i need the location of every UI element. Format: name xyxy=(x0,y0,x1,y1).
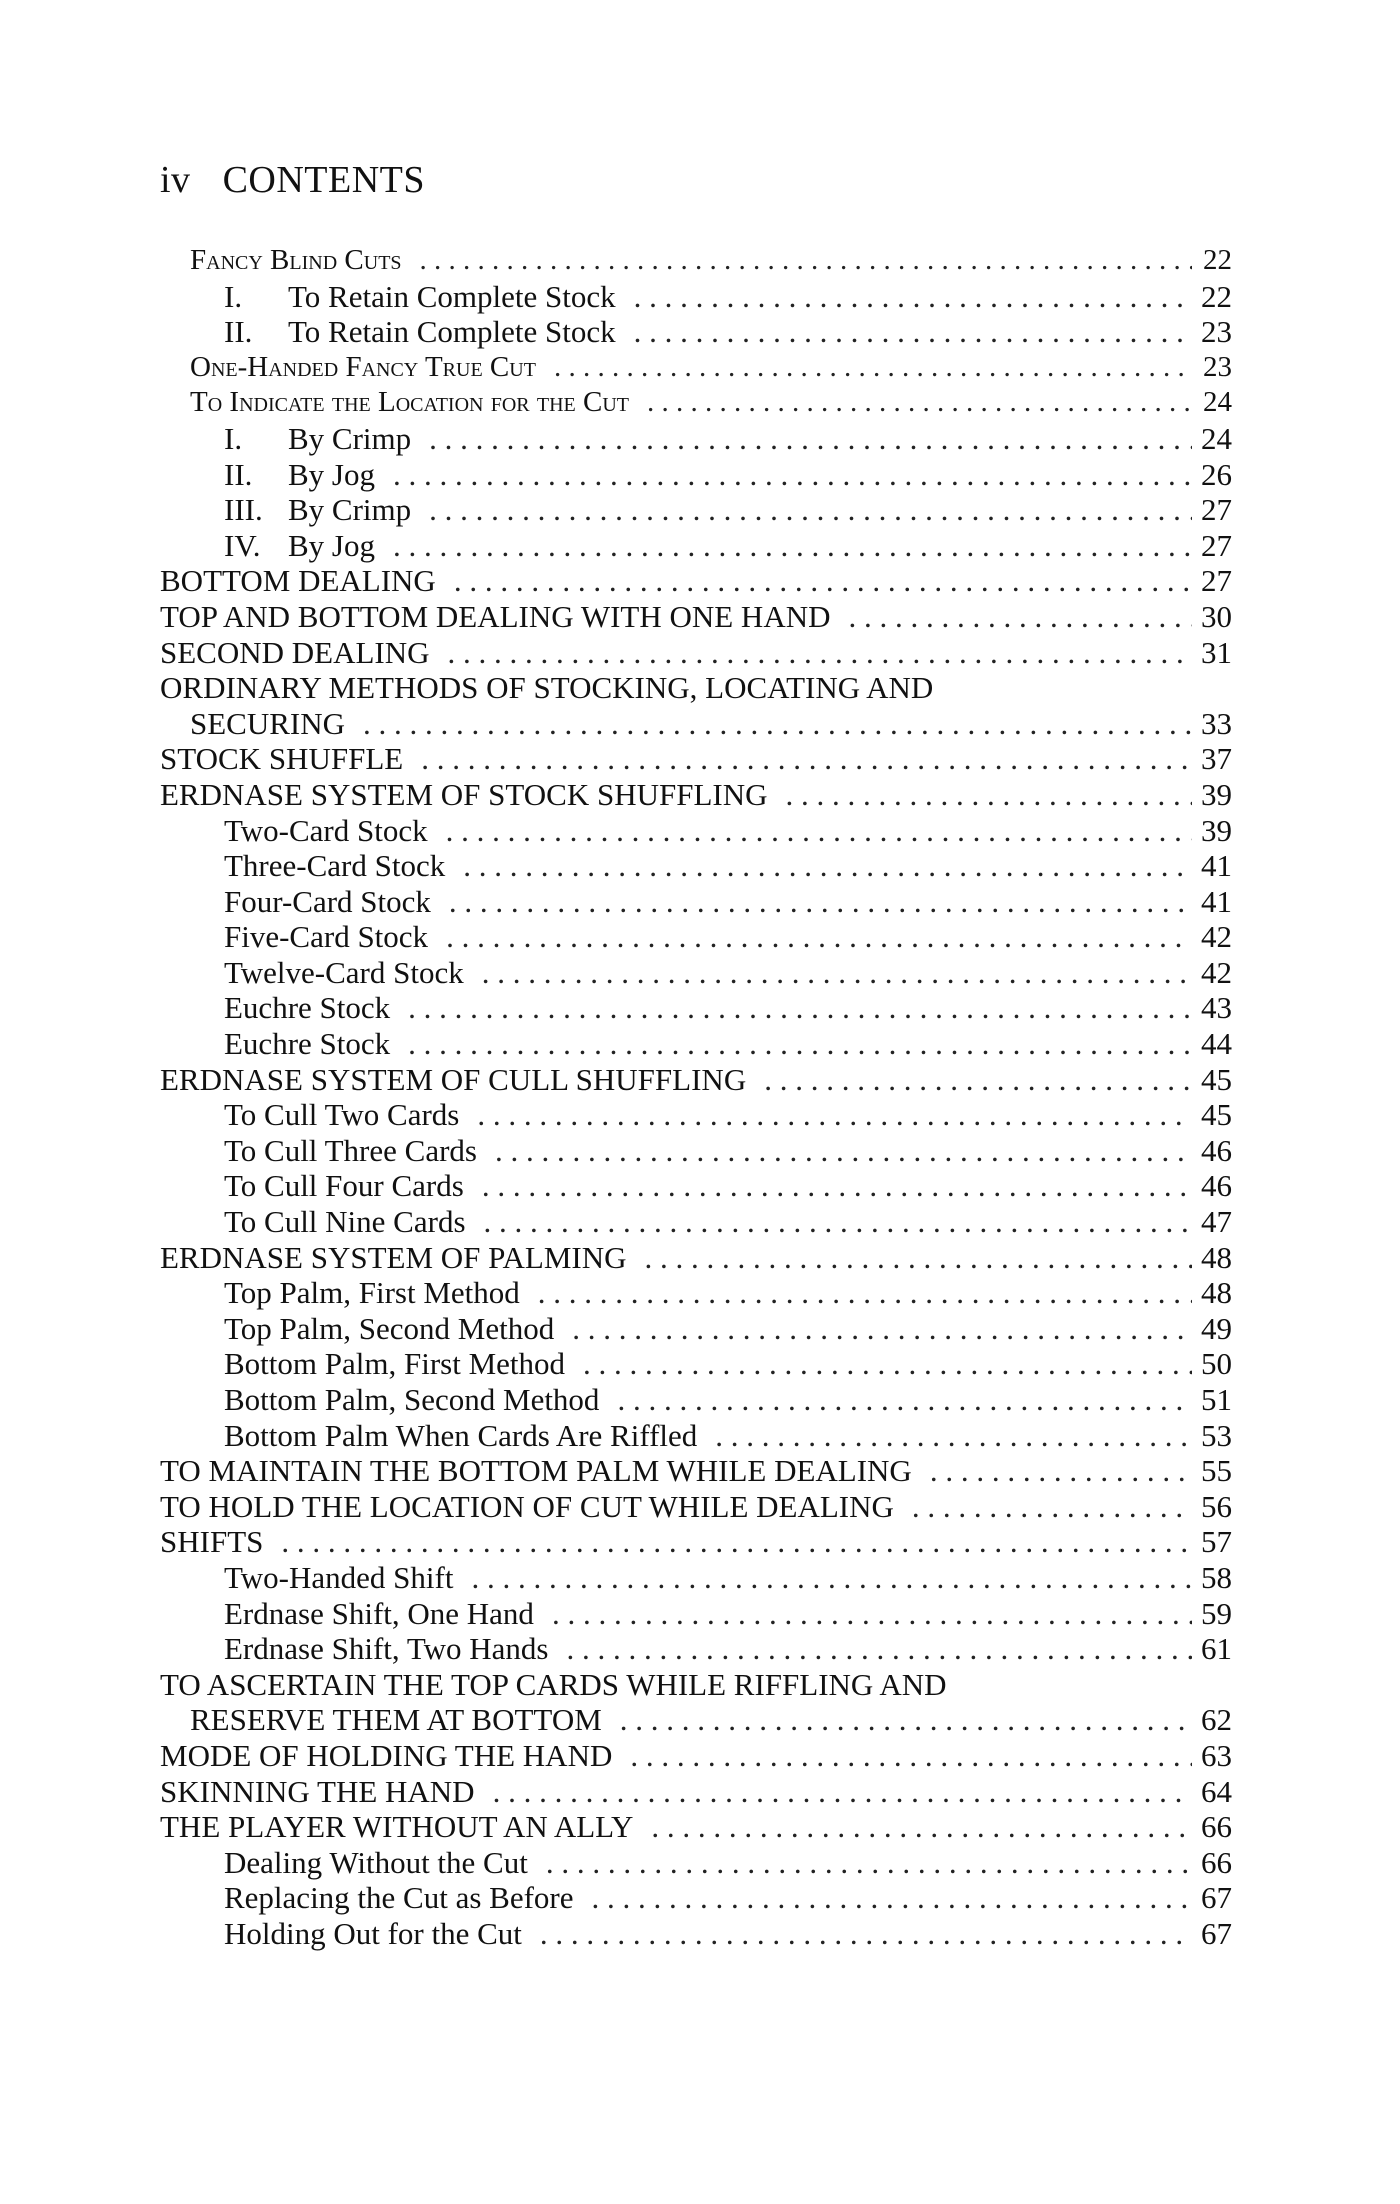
toc-entry xyxy=(160,848,1232,884)
toc-entry xyxy=(160,1133,1232,1169)
toc-entry xyxy=(160,1311,1232,1347)
entry-page-number: 67 xyxy=(1201,1880,1232,1916)
entry-title: Fancy Blind Cuts xyxy=(190,244,402,276)
entry-page-number: 30 xyxy=(1201,598,1232,634)
dot-leader xyxy=(408,1026,1192,1062)
entry-title: STOCK SHUFFLE xyxy=(160,741,404,777)
dot-leader xyxy=(617,1382,1192,1418)
toc-entry xyxy=(160,1453,1232,1489)
entry-page-number: 49 xyxy=(1201,1310,1232,1346)
dot-leader xyxy=(454,563,1192,599)
toc-entry xyxy=(160,1916,1232,1952)
entry-title: Bottom Palm When Cards Are Riffled xyxy=(224,1417,698,1453)
toc-entry xyxy=(160,1524,1232,1560)
dot-leader xyxy=(912,1489,1192,1525)
entry-title: Top Palm, First Method xyxy=(224,1275,520,1311)
entry-page-number: 27 xyxy=(1201,527,1232,563)
toc-entry xyxy=(160,1667,1232,1703)
toc-entry xyxy=(160,1097,1232,1133)
entry-title: SECURING xyxy=(190,705,346,741)
entry-page-number: 57 xyxy=(1201,1524,1232,1560)
dot-leader xyxy=(363,706,1192,742)
entry-page-number: 43 xyxy=(1201,990,1232,1026)
entry-title: SHIFTS xyxy=(160,1524,264,1560)
entry-title: By Jog xyxy=(288,527,375,563)
dot-leader xyxy=(647,385,1192,421)
entry-title: RESERVE THEM AT BOTTOM xyxy=(190,1702,602,1738)
entry-title: SECOND DEALING xyxy=(160,634,430,670)
dot-leader xyxy=(630,1738,1192,1774)
entry-page-number: 33 xyxy=(1201,705,1232,741)
dot-leader xyxy=(554,350,1192,386)
dot-leader xyxy=(634,279,1192,315)
entry-page-number: 27 xyxy=(1201,563,1232,599)
toc-entry xyxy=(160,314,1232,350)
entry-page-number: 45 xyxy=(1201,1061,1232,1097)
entry-title: To Cull Two Cards xyxy=(224,1097,460,1133)
toc-entry xyxy=(160,919,1232,955)
toc-entry xyxy=(160,1738,1232,1774)
entry-page-number: 46 xyxy=(1201,1132,1232,1168)
entry-page-number: 47 xyxy=(1201,1204,1232,1240)
toc-entry xyxy=(160,599,1232,635)
entry-title: To Retain Complete Stock xyxy=(288,314,616,350)
toc-entry xyxy=(160,350,1232,386)
entry-page-number: 42 xyxy=(1201,954,1232,990)
toc-entry xyxy=(160,1026,1232,1062)
dot-leader xyxy=(572,1311,1192,1347)
entry-page-number: 22 xyxy=(1201,278,1232,314)
entry-title: Bottom Palm, First Method xyxy=(224,1346,566,1382)
toc-entry xyxy=(160,385,1232,421)
entry-title: Erdnase Shift, Two Hands xyxy=(224,1631,549,1667)
toc-entry xyxy=(160,955,1232,991)
entry-roman-numeral: I. xyxy=(224,278,243,314)
entry-page-number: 45 xyxy=(1201,1097,1232,1133)
entry-title: Holding Out for the Cut xyxy=(224,1915,522,1951)
entry-title: Two-Card Stock xyxy=(224,812,428,848)
entry-page-number: 22 xyxy=(1203,244,1232,276)
toc-entry xyxy=(160,1240,1232,1276)
entry-page-number: 23 xyxy=(1201,314,1232,350)
dot-leader xyxy=(538,1275,1192,1311)
entry-page-number: 41 xyxy=(1201,848,1232,884)
toc-entry xyxy=(160,990,1232,1026)
dot-leader xyxy=(552,1596,1192,1632)
dot-leader xyxy=(449,884,1192,920)
dot-leader xyxy=(393,528,1192,564)
entry-page-number: 31 xyxy=(1201,634,1232,670)
entry-title: One-Handed Fancy True Cut xyxy=(190,350,536,383)
entry-page-number: 66 xyxy=(1201,1844,1232,1880)
entry-title: Replacing the Cut as Before xyxy=(224,1880,574,1916)
dot-leader xyxy=(448,635,1192,671)
toc-entry xyxy=(160,1596,1232,1632)
dot-leader xyxy=(493,1774,1192,1810)
entry-title: Twelve-Card Stock xyxy=(224,954,464,990)
table-of-contents xyxy=(160,243,1232,1952)
entry-title: TOP AND BOTTOM DEALING WITH ONE HAND xyxy=(160,598,831,634)
dot-leader xyxy=(764,1062,1192,1098)
dot-leader xyxy=(484,1204,1192,1240)
entry-roman-numeral: II. xyxy=(224,456,253,492)
entry-page-number: 53 xyxy=(1201,1417,1232,1453)
entry-title: To Cull Three Cards xyxy=(224,1132,477,1168)
dot-leader xyxy=(583,1346,1192,1382)
toc-entry xyxy=(160,706,1232,742)
entry-page-number: 64 xyxy=(1201,1773,1232,1809)
toc-entry xyxy=(160,1774,1232,1810)
entry-title: Top Palm, Second Method xyxy=(224,1310,555,1346)
entry-title: By Crimp xyxy=(288,420,412,456)
entry-title: THE PLAYER WITHOUT AN ALLY xyxy=(160,1809,634,1845)
entry-page-number: 39 xyxy=(1201,812,1232,848)
toc-entry xyxy=(160,1489,1232,1525)
toc-entry xyxy=(160,563,1232,599)
entry-roman-numeral: III. xyxy=(224,492,263,528)
dot-leader xyxy=(463,848,1192,884)
entry-title: To Cull Nine Cards xyxy=(224,1204,466,1240)
entry-roman-numeral: IV. xyxy=(224,527,261,563)
entry-page-number: 66 xyxy=(1201,1809,1232,1845)
toc-entry xyxy=(160,279,1232,315)
entry-title: Erdnase Shift, One Hand xyxy=(224,1595,534,1631)
entry-page-number: 23 xyxy=(1203,350,1232,383)
dot-leader xyxy=(645,1240,1192,1276)
entry-title: Bottom Palm, Second Method xyxy=(224,1382,600,1417)
dot-leader xyxy=(446,919,1192,955)
dot-leader xyxy=(546,1845,1192,1881)
entry-page-number: 37 xyxy=(1201,741,1232,777)
dot-leader xyxy=(471,1560,1192,1596)
toc-entry xyxy=(160,243,1232,279)
toc-entry xyxy=(160,1880,1232,1916)
entry-page-number: 39 xyxy=(1201,776,1232,812)
entry-title: ERDNASE SYSTEM OF PALMING xyxy=(160,1239,627,1275)
entry-title: Euchre Stock xyxy=(224,1026,391,1062)
toc-entry xyxy=(160,1418,1232,1454)
toc-entry xyxy=(160,884,1232,920)
toc-entry xyxy=(160,1168,1232,1204)
toc-entry xyxy=(160,1702,1232,1738)
toc-entry xyxy=(160,1845,1232,1881)
toc-entry xyxy=(160,492,1232,528)
entry-page-number: 59 xyxy=(1201,1595,1232,1631)
dot-leader xyxy=(420,243,1192,279)
entry-title: Euchre Stock xyxy=(224,990,391,1026)
dot-leader xyxy=(634,314,1192,350)
toc-entry xyxy=(160,741,1232,777)
entry-title: MODE OF HOLDING THE HAND xyxy=(160,1737,613,1773)
toc-entry xyxy=(160,1275,1232,1311)
dot-leader xyxy=(482,1168,1192,1204)
dot-leader xyxy=(495,1133,1192,1169)
dot-leader xyxy=(566,1631,1192,1667)
page-title: CONTENTS xyxy=(222,159,426,201)
toc-entry xyxy=(160,1809,1232,1845)
entry-title: By Crimp xyxy=(288,492,412,528)
dot-leader xyxy=(620,1702,1192,1738)
running-header xyxy=(160,158,425,202)
entry-title: Four-Card Stock xyxy=(224,883,431,919)
dot-leader xyxy=(393,457,1192,493)
toc-entry xyxy=(160,421,1232,457)
entry-page-number: 55 xyxy=(1201,1453,1232,1489)
entry-page-number: 41 xyxy=(1201,883,1232,919)
entry-page-number: 51 xyxy=(1201,1382,1232,1417)
toc-entry xyxy=(160,635,1232,671)
entry-page-number: 56 xyxy=(1201,1488,1232,1524)
entry-title: Dealing Without the Cut xyxy=(224,1844,528,1880)
entry-title: ERDNASE SYSTEM OF CULL SHUFFLING xyxy=(160,1061,747,1097)
dot-leader xyxy=(592,1880,1192,1916)
toc-entry xyxy=(160,1346,1232,1382)
dot-leader xyxy=(540,1916,1192,1952)
entry-page-number: 24 xyxy=(1203,386,1232,419)
entry-page-number: 67 xyxy=(1201,1915,1232,1951)
entry-title: ORDINARY METHODS OF STOCKING, LOCATING AND xyxy=(160,670,934,706)
entry-page-number: 61 xyxy=(1201,1631,1232,1667)
page-folio: iv xyxy=(160,159,191,201)
entry-title: ERDNASE SYSTEM OF STOCK SHUFFLING xyxy=(160,776,768,812)
toc-entry xyxy=(160,1062,1232,1098)
dot-leader xyxy=(429,492,1192,528)
dot-leader xyxy=(848,599,1192,635)
toc-entry xyxy=(160,1382,1232,1418)
toc-entry xyxy=(160,670,1232,706)
toc-entry xyxy=(160,528,1232,564)
toc-entry xyxy=(160,813,1232,849)
entry-title: BOTTOM DEALING xyxy=(160,563,436,599)
toc-entry xyxy=(160,1560,1232,1596)
dot-leader xyxy=(477,1097,1192,1133)
entry-page-number: 50 xyxy=(1201,1346,1232,1382)
toc-entry xyxy=(160,457,1232,493)
entry-title: SKINNING THE HAND xyxy=(160,1773,475,1809)
entry-title: TO ASCERTAIN THE TOP CARDS WHILE RIFFLING AND xyxy=(160,1666,947,1702)
entry-title: To Cull Four Cards xyxy=(224,1168,464,1204)
entry-page-number: 62 xyxy=(1201,1702,1232,1738)
entry-title: Five-Card Stock xyxy=(224,919,429,955)
entry-page-number: 44 xyxy=(1201,1026,1232,1062)
dot-leader xyxy=(429,421,1192,457)
entry-title: TO MAINTAIN THE BOTTOM PALM WHILE DEALING xyxy=(160,1453,912,1489)
toc-entry xyxy=(160,1204,1232,1240)
entry-page-number: 24 xyxy=(1201,420,1232,456)
entry-title: Three-Card Stock xyxy=(224,848,446,884)
entry-page-number: 27 xyxy=(1201,492,1232,528)
entry-page-number: 46 xyxy=(1201,1168,1232,1204)
entry-roman-numeral: II. xyxy=(224,314,253,350)
entry-title: To Retain Complete Stock xyxy=(288,278,616,314)
entry-roman-numeral: I. xyxy=(224,420,243,456)
entry-page-number: 63 xyxy=(1201,1737,1232,1773)
entry-title: To Indicate the Location for the Cut xyxy=(190,386,630,419)
entry-title: TO HOLD THE LOCATION OF CUT WHILE DEALING xyxy=(160,1488,894,1524)
dot-leader xyxy=(408,990,1192,1026)
entry-page-number: 26 xyxy=(1201,456,1232,492)
dot-leader xyxy=(930,1453,1192,1489)
toc-entry xyxy=(160,777,1232,813)
dot-leader xyxy=(482,955,1192,991)
entry-page-number: 48 xyxy=(1201,1275,1232,1311)
entry-page-number: 42 xyxy=(1201,919,1232,955)
dot-leader xyxy=(715,1418,1192,1454)
dot-leader xyxy=(281,1524,1192,1560)
entry-title: By Jog xyxy=(288,456,375,492)
entry-page-number: 48 xyxy=(1201,1239,1232,1275)
entry-title: Two-Handed Shift xyxy=(224,1559,454,1595)
entry-page-number: 58 xyxy=(1201,1559,1232,1595)
dot-leader xyxy=(421,741,1192,777)
toc-entry xyxy=(160,1631,1232,1667)
dot-leader xyxy=(785,777,1192,813)
dot-leader xyxy=(651,1809,1192,1845)
dot-leader xyxy=(446,813,1192,849)
